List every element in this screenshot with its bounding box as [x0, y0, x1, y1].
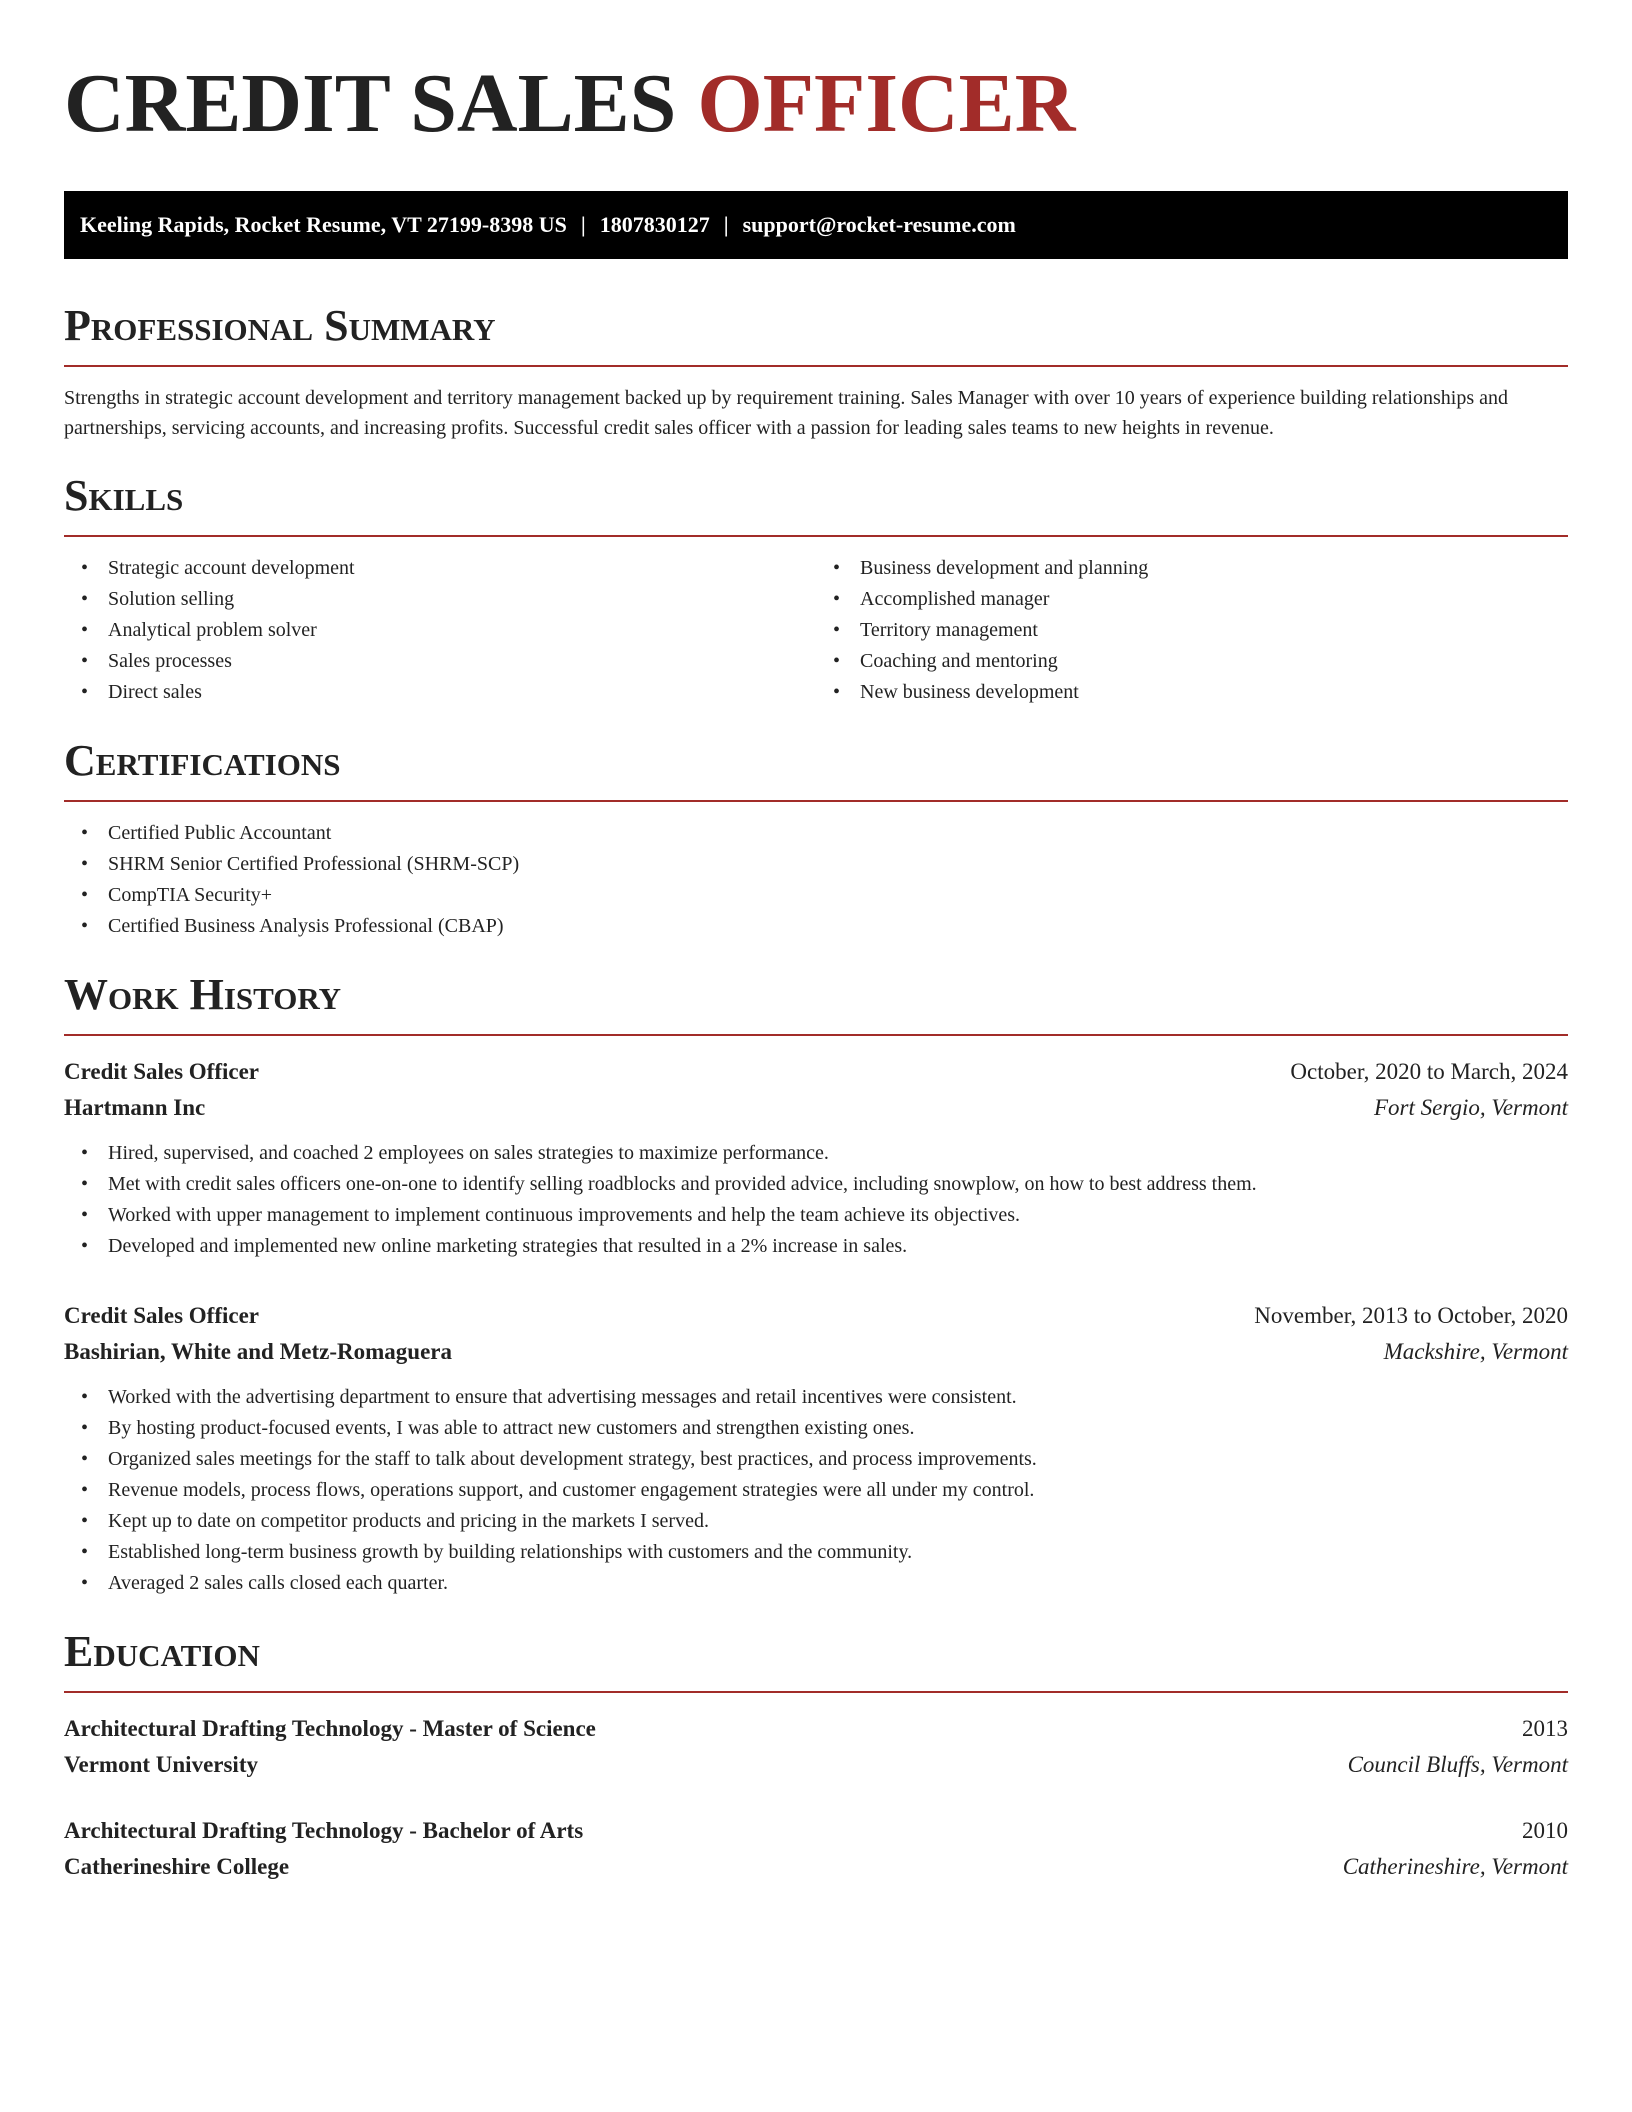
education-degree: Architectural Drafting Technology - Bachelor of Arts [64, 1818, 584, 1843]
summary-section [64, 303, 1568, 443]
resume-title [64, 58, 1568, 150]
section-divider [64, 1034, 1568, 1036]
contact-phone[interactable]: 1807830127 [599, 212, 710, 237]
job-bullets [64, 1382, 1568, 1599]
contact-email[interactable]: support@rocket-resume.com [742, 212, 1016, 237]
job-dates: October, 2020 to March, 2024 [1290, 1059, 1568, 1084]
job-bullet: • Kept up to date on competitor products and pricing in the markets I served. [64, 1506, 1568, 1537]
job-entry [64, 1298, 1568, 1599]
job-bullet: • Developed and implemented new online marketing strategies that resulted in a 2% increase in sales. [64, 1231, 1568, 1262]
certifications-list [64, 818, 1568, 942]
certification-item: • SHRM Senior Certified Professional (SHRM-SCP) [64, 849, 1568, 880]
job-bullet: • Worked with the advertising department to ensure that advertising messages and retail incentives were consistent. [64, 1382, 1568, 1413]
skill-item: • Territory management [816, 615, 1568, 646]
skills-grid [64, 553, 1568, 708]
education-school-row [64, 1849, 1568, 1885]
certification-item: • CompTIA Security+ [64, 880, 1568, 911]
skill-item: • New business development [816, 677, 1568, 708]
summary-heading: Professional Summary [64, 301, 496, 350]
job-dates: November, 2013 to October, 2020 [1254, 1303, 1568, 1328]
job-location: Mackshire, Vermont [1383, 1339, 1568, 1364]
work-section [64, 972, 1568, 1599]
job-bullets [64, 1138, 1568, 1262]
skills-heading: Skills [64, 471, 184, 520]
job-bullet: • Established long-term business growth by building relationships with customers and the community. [64, 1537, 1568, 1568]
certification-item: • Certified Public Accountant [64, 818, 1568, 849]
job-company: Bashirian, White and Metz-Romaguera [64, 1339, 453, 1364]
job-entry [64, 1054, 1568, 1262]
job-bullet: • Met with credit sales officers one-on-one to identify selling roadblocks and provided advice, including snowplow, on how to best address them. [64, 1169, 1568, 1200]
job-location: Fort Sergio, Vermont [1374, 1095, 1568, 1120]
job-bullet: • Hired, supervised, and coached 2 employees on sales strategies to maximize performance. [64, 1138, 1568, 1169]
education-heading: Education [64, 1627, 260, 1676]
education-school: Vermont University [64, 1752, 258, 1777]
skill-item: • Accomplished manager [816, 584, 1568, 615]
education-school: Catherineshire College [64, 1854, 290, 1879]
certifications-heading: Certifications [64, 736, 341, 785]
skill-item: • Analytical problem solver [64, 615, 816, 646]
education-degree-row [64, 1813, 1568, 1849]
job-company-row [64, 1090, 1568, 1126]
title-accent: OFFICER [697, 57, 1076, 150]
education-school-row [64, 1747, 1568, 1783]
job-header-row [64, 1054, 1568, 1090]
job-header-row [64, 1298, 1568, 1334]
skills-section [64, 473, 1568, 708]
education-year: 2010 [1522, 1818, 1568, 1843]
work-heading: Work History [64, 970, 342, 1019]
job-title: Credit Sales Officer [64, 1303, 260, 1328]
education-degree-row [64, 1711, 1568, 1747]
job-bullet: • Worked with upper management to implement continuous improvements and help the team achieve its objectives. [64, 1200, 1568, 1231]
skills-list-left [64, 553, 816, 708]
title-main: CREDIT SALES [64, 57, 677, 150]
job-bullet: • Organized sales meetings for the staff to talk about development strategy, best practices, and process improvements. [64, 1444, 1568, 1475]
job-bullet: • By hosting product-focused events, I was able to attract new customers and strengthen existing ones. [64, 1413, 1568, 1444]
skill-item: • Direct sales [64, 677, 816, 708]
section-divider [64, 535, 1568, 537]
contact-separator: | [723, 212, 729, 237]
skill-item: • Solution selling [64, 584, 816, 615]
education-year: 2013 [1522, 1716, 1568, 1741]
skill-item: • Sales processes [64, 646, 816, 677]
job-title: Credit Sales Officer [64, 1059, 260, 1084]
education-section [64, 1629, 1568, 1885]
job-bullet: • Averaged 2 sales calls closed each quarter. [64, 1568, 1568, 1599]
section-divider [64, 800, 1568, 802]
skills-list-right [816, 553, 1568, 708]
certification-item: • Certified Business Analysis Professional (CBAP) [64, 911, 1568, 942]
job-company: Hartmann Inc [64, 1095, 206, 1120]
certifications-section [64, 738, 1568, 942]
skill-item: • Business development and planning [816, 553, 1568, 584]
section-divider [64, 365, 1568, 367]
education-degree: Architectural Drafting Technology - Master of Science [64, 1716, 596, 1741]
job-bullet: • Revenue models, process flows, operations support, and customer engagement strategies were all under my control. [64, 1475, 1568, 1506]
contact-separator: | [580, 212, 586, 237]
education-entry [64, 1711, 1568, 1783]
summary-text: Strengths in strategic account development and territory management backed up by requirement training. Sales Manager with over 10 years of experience building relationships and partnerships, servicing accounts, and increasing profits. Successful credit sales officer with a passion for leading sales teams to new heights in revenue. [64, 387, 1508, 439]
contact-address: Keeling Rapids, Rocket Resume, VT 27199-8398 US [80, 212, 567, 237]
job-company-row [64, 1334, 1568, 1370]
skill-item: • Strategic account development [64, 553, 816, 584]
contact-bar [64, 191, 1568, 259]
section-divider [64, 1691, 1568, 1693]
education-location: Catherineshire, Vermont [1342, 1854, 1568, 1879]
skill-item: • Coaching and mentoring [816, 646, 1568, 677]
education-entry [64, 1813, 1568, 1885]
education-location: Council Bluffs, Vermont [1347, 1752, 1568, 1777]
